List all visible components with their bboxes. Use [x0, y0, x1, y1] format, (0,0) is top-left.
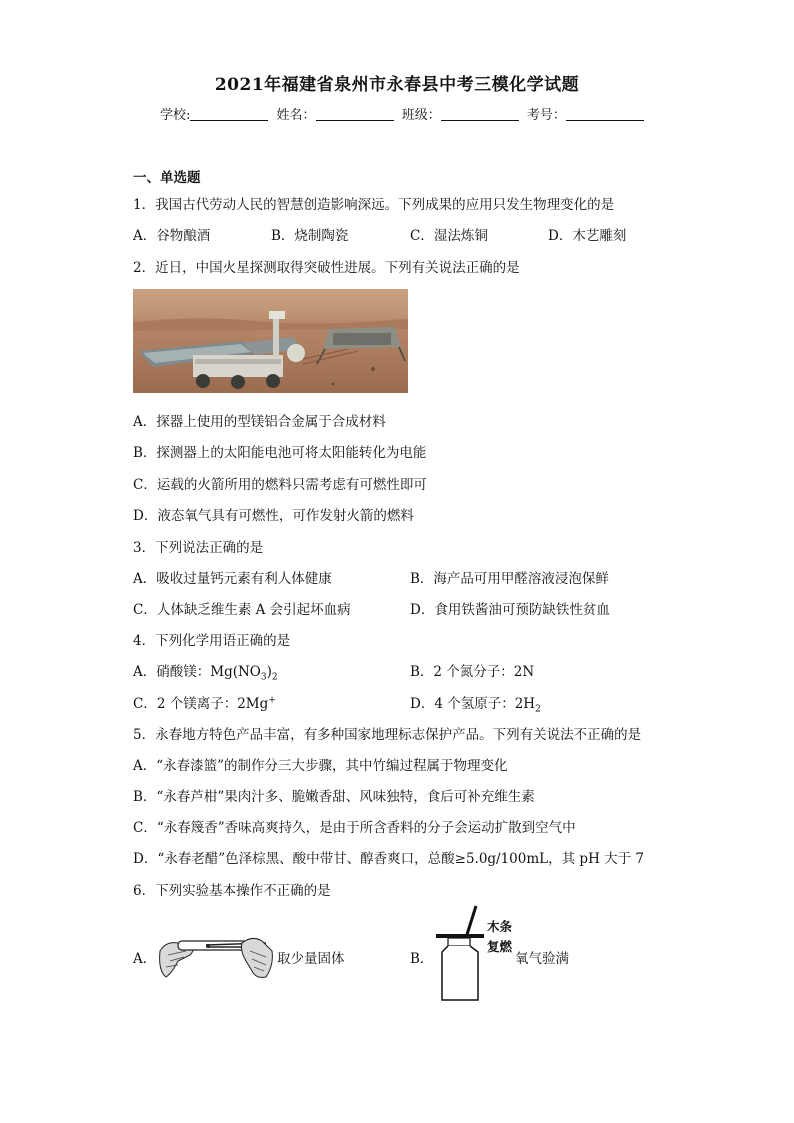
gas-bottle-splint-illustration	[434, 904, 486, 1004]
question-6-option-b-caption: 氧气验满	[515, 951, 569, 967]
question-5-option-a: A．“永春漆篮”的制作分三大步骤，其中竹编过程属于物理变化	[133, 758, 508, 774]
question-2-stem: 2．近日，中国火星探测取得突破性进展。下列有关说法正确的是	[133, 260, 520, 276]
mars-rover-photo	[133, 289, 408, 393]
exam-number-label: 考号：	[526, 108, 566, 123]
splint-label: 木条	[487, 919, 513, 934]
question-6-stem: 6．下列实验基本操作不正确的是	[133, 883, 331, 899]
name-blank	[316, 108, 394, 121]
question-3-option-a: A．吸收过量钙元素有利人体健康	[133, 571, 332, 587]
question-4-stem: 4．下列化学用语正确的是	[133, 633, 291, 649]
class-label: 班级：	[401, 108, 441, 123]
q4-a-text: A．硝酸镁：Mg(NO	[133, 664, 261, 680]
question-1-stem: 1．我国古代劳动人民的智慧创造影响深远。下列成果的应用只发生物理变化的是	[133, 197, 615, 213]
q4-a-sub: 3	[260, 672, 267, 683]
q4-c-text: C．2 个镁离子：2Mg	[133, 696, 269, 712]
question-1-option-a: A．谷物酿酒	[133, 228, 211, 244]
relight-label: 复燃	[487, 939, 513, 954]
question-1-option-c: C．湿法炼铜	[410, 228, 488, 244]
question-1-option-b: B．烧制陶瓷	[271, 228, 349, 244]
student-info-line	[160, 104, 648, 123]
question-6-option-b-letter: B．	[410, 951, 434, 967]
name-label: 姓名：	[276, 108, 316, 123]
question-4-option-b: B．2 个氮分子：2N	[410, 664, 535, 680]
question-4-option-a	[133, 660, 278, 683]
question-5-option-d: D．“永春老醋”色泽棕黑、酸中带甘、醇香爽口，总酸≥5.0g/100mL，其 pH 大于 7	[133, 851, 645, 867]
question-2-option-c: C．运载的火箭所用的燃料只需考虑有可燃性即可	[133, 477, 427, 493]
question-6-option-a-caption: 取少量固体	[277, 951, 345, 967]
question-5-option-c: C．“永春篾香”香味高爽持久，是由于所含香料的分子会运动扩散到空气中	[133, 820, 576, 836]
question-4-option-c	[133, 692, 276, 712]
school-blank	[190, 108, 268, 121]
q4-a-sub2: 2	[271, 672, 278, 683]
question-2-option-d: D．液态氧气具有可燃性，可作发射火箭的燃料	[133, 508, 414, 524]
question-3-stem: 3．下列说法正确的是	[133, 540, 264, 556]
q4-c-sup: +	[268, 695, 276, 706]
question-3-option-d: D．食用铁酱油可预防缺铁性贫血	[410, 602, 610, 618]
school-label: 学校:	[160, 108, 191, 123]
question-1-option-d: D．木艺雕刻	[548, 228, 627, 244]
question-3-option-c: C．人体缺乏维生素 A 会引起坏血病	[133, 602, 351, 618]
question-6-option-a-letter: A．	[133, 951, 157, 967]
question-5-stem: 5．永春地方特色产品丰富，有多种国家地理标志保护产品。下列有关说法不正确的是	[133, 727, 642, 743]
question-2-option-a: A．探器上使用的型镁铝合金属于合成材料	[133, 414, 386, 430]
exam-number-blank	[566, 108, 644, 121]
q4-d-sub: 2	[535, 704, 541, 715]
tweezers-test-tube-illustration	[156, 921, 276, 983]
question-3-option-b: B．海产品可用甲醛溶液浸泡保鲜	[410, 571, 609, 587]
question-4-option-d	[410, 692, 541, 715]
page-title: 2021年福建省泉州市永春县中考三模化学试题	[214, 75, 580, 95]
q4-a-close: )	[266, 664, 272, 680]
q4-d-text: D．4 个氢原子：2H	[410, 696, 536, 712]
class-blank	[441, 108, 519, 121]
question-5-option-b: B．“永春芦柑”果肉汁多、脆嫩香甜、风味独特，食后可补充维生素	[133, 789, 535, 805]
section-heading: 一、单选题	[133, 170, 201, 186]
question-2-option-b: B．探测器上的太阳能电池可将太阳能转化为电能	[133, 445, 427, 461]
